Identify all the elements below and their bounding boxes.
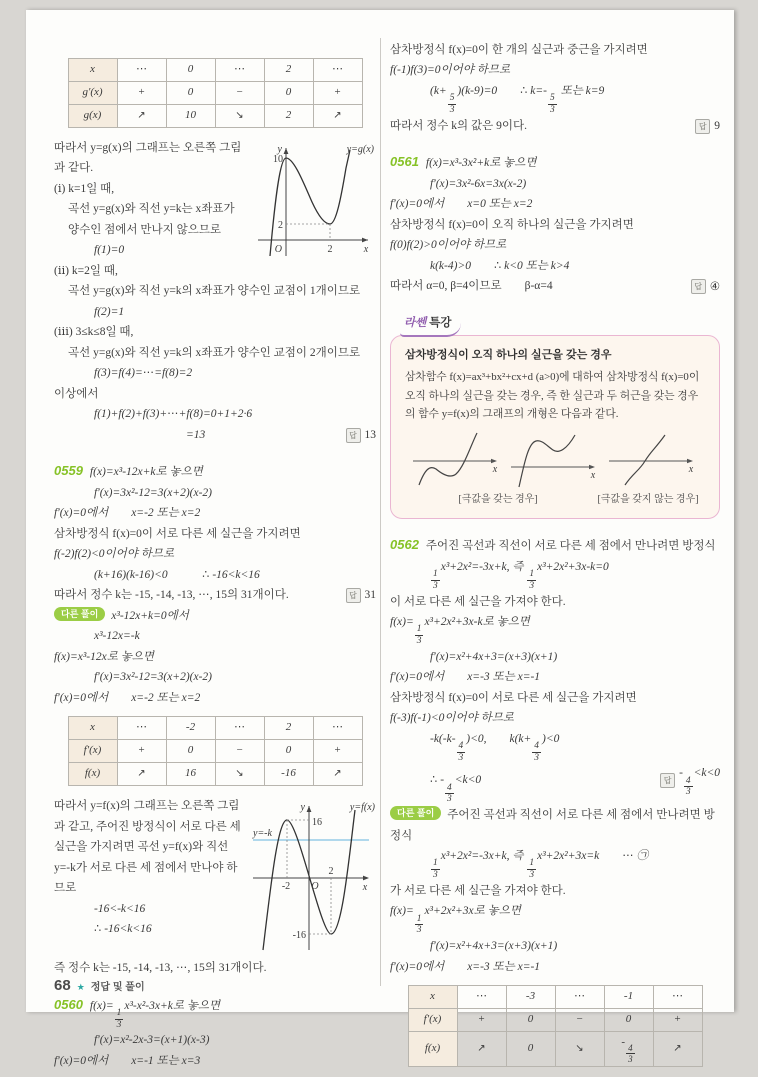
alt-solution-head — [390, 805, 720, 846]
problem-0559 — [54, 459, 376, 978]
answer-line — [390, 116, 720, 137]
problem-number: 0559 — [54, 463, 83, 479]
footer-page-number: 68 — [54, 977, 71, 994]
answer-value: 9 — [714, 120, 720, 133]
solution-line: f(-1)f(3)=0이어야 하므로 — [390, 64, 511, 77]
y-min-label: -16 — [292, 930, 306, 942]
solution-line: f′(x)=x²+4x+3=(x+3)(x+1) — [430, 940, 558, 953]
solution-line: $\frac{1}{3}$ x³+2x²=-3x+k, 즉 $\frac{1}{3}$ x³+2x²+3x-k=0 — [433, 560, 609, 591]
star-icon: ★ — [76, 982, 85, 992]
y-axis-label: y — [277, 144, 282, 155]
table-cell: f(x) — [408, 1032, 457, 1067]
origin-label: O — [274, 244, 282, 255]
table-cell: ↗ — [117, 105, 166, 128]
sign-table-g — [68, 58, 363, 128]
y-max-label: 10 — [273, 154, 283, 165]
table-cell: 2 — [264, 105, 313, 128]
solution-line: f′(x)=0에서 x=-3 또는 x=-1 — [390, 671, 541, 684]
special-lecture — [390, 313, 720, 519]
solution-line: f′(x)=0에서 x=-2 또는 x=2 — [54, 507, 201, 520]
alt-solution-badge: 다른 풀이 — [54, 607, 105, 621]
left-column — [54, 10, 376, 1071]
table-cell: x — [68, 59, 117, 82]
curve-label: y=f(x) — [349, 802, 375, 814]
table-cell: − — [555, 1009, 604, 1032]
table-cell: f′(x) — [408, 1009, 457, 1032]
answer-value: - $\frac{4}{3}$ <k<0 — [679, 767, 720, 798]
column-divider — [380, 38, 381, 986]
problem-0560-continued — [390, 40, 720, 136]
footer-title: 정답 및 풀이 — [90, 982, 145, 993]
table-cell: 2 — [264, 59, 313, 82]
table-cell: -2 — [166, 717, 215, 740]
axis-arrow-icon — [687, 459, 693, 463]
table-cell: 0 — [166, 740, 215, 763]
caption-no-extrema: [극값을 갖지 않는 경우] — [597, 494, 699, 506]
solution-line: f(0)f(2)>0이어야 하므로 — [390, 239, 507, 252]
table-cell: − — [215, 740, 264, 763]
solution-line: 따라서 정수 k는 -15, -14, -13, ⋯, 15의 31개이다. — [54, 589, 289, 602]
table-cell: ↘ — [215, 763, 264, 786]
table-cell: 0 — [506, 1009, 555, 1032]
table-cell: 2 — [264, 717, 313, 740]
table-cell: ⋯ — [215, 717, 264, 740]
right-column — [390, 10, 720, 1077]
graph-y-equals-fx — [251, 798, 376, 954]
table-cell: f′(x) — [68, 740, 117, 763]
y-min-label: 2 — [278, 220, 283, 231]
solution-line: (ⅰ) k=1일 때, — [54, 182, 115, 195]
problem-number: 0562 — [390, 537, 419, 553]
problem-0560 — [54, 993, 376, 1072]
solution-line: $\frac{1}{3}$ x³+2x²=-3x+k, 즉 $\frac{1}{3}$ x³+2x²+3x=k ⋯ ㉠ — [433, 850, 649, 881]
solution-line: 즉 정수 k는 -15, -14, -13, ⋯, 15의 31개이다. — [54, 962, 267, 975]
solution-block-f-graph — [54, 796, 376, 958]
table-cell: ↗ — [457, 1032, 506, 1067]
table-cell: + — [313, 82, 362, 105]
table-cell: + — [117, 740, 166, 763]
table-cell: ⋯ — [117, 717, 166, 740]
solution-line: f(2)=1 — [94, 305, 125, 318]
solution-line: (ⅱ) k=2일 때, — [54, 264, 118, 277]
table-cell: 0 — [506, 1032, 555, 1067]
table-cell: − — [215, 82, 264, 105]
cubic-sketch-extrema-above — [509, 427, 601, 489]
table-cell: ⋯ — [215, 59, 264, 82]
x-axis-arrow-icon — [363, 876, 369, 881]
axis-arrow-icon — [589, 465, 595, 469]
x-tick-label: 2 — [327, 244, 333, 255]
problem-0561 — [390, 150, 720, 297]
solution-line: -k(-k- $\frac{4}{3}$ )<0, k(k+ $\frac{4}{3}$ )<0 — [430, 732, 560, 763]
solution-line: f(x)= $\frac{1}{3}$ x³+2x²+3x로 놓으면 — [390, 905, 521, 936]
table-cell: g(x) — [68, 105, 117, 128]
lecture-body: 삼차함수 f(x)=ax³+bx²+cx+d (a>0)에 대하여 삼차방정식 f(x)=0이 오직 하나의 실근을 갖는 경우, 즉 한 실근과 두 허근을 갖는 경우의 함수 y=f(x)의 그래프의 개형은 다음과 같다. — [405, 371, 700, 420]
axis-arrow-icon — [491, 459, 497, 463]
alt-solution-head — [54, 606, 376, 626]
solution-line: 따라서 α=0, β=4이므로 β-α=4 — [390, 280, 553, 293]
solution-line: f′(x)=0에서 x=0 또는 x=2 — [390, 198, 533, 211]
solution-line: f(-3)f(-1)<0이어야 하므로 — [390, 712, 514, 725]
answer-badge: 답 — [695, 119, 710, 134]
y-axis-arrow-icon — [307, 806, 312, 812]
answer-value: 13 — [364, 428, 376, 441]
problem-head-text: f(x)=x³-12x+k로 놓으면 — [89, 466, 203, 479]
solution-line: 삼차방정식 f(x)=0이 한 개의 실근과 중근을 가지려면 — [390, 44, 648, 56]
x-axis-label: x — [688, 464, 694, 476]
table-cell: + — [457, 1009, 506, 1032]
y-axis-arrow-icon — [284, 148, 289, 154]
solution-line: f′(x)=x²-2x-3=(x+1)(x-3) — [94, 1034, 210, 1047]
solution-line: f(x)= $\frac{1}{3}$ x³+2x²+3x-k로 놓으면 — [390, 615, 530, 646]
table-cell: -3 — [506, 986, 555, 1009]
cubic-sketch-no-extrema — [607, 427, 699, 489]
solution-line: f′(x)=3x²-12=3(x+2)(x-2) — [94, 671, 212, 684]
problem-head — [390, 533, 720, 556]
sign-table-f2 — [408, 985, 703, 1067]
solution-line: (k+16)(k-16)<0 ∴ -16<k<16 — [94, 568, 260, 581]
table-cell: ↗ — [117, 763, 166, 786]
answer-line — [390, 276, 720, 297]
origin-label: O — [311, 881, 319, 893]
x-axis-label: x — [362, 882, 368, 894]
x-axis-label: x — [590, 470, 596, 482]
x-axis-arrow-icon — [362, 238, 368, 243]
book-page — [26, 10, 734, 1067]
answer-line — [390, 763, 720, 805]
table-cell: ↗ — [313, 105, 362, 128]
answer-badge: 답 — [346, 588, 361, 603]
solution-line: f′(x)=x²+4x+3=(x+3)(x+1) — [430, 650, 558, 663]
solution-line: 따라서 y=g(x)의 그래프는 오른쪽 그림과 같다. — [54, 142, 242, 175]
problem-number: 0561 — [390, 154, 419, 170]
table-cell: x — [408, 986, 457, 1009]
problem-head — [54, 459, 376, 482]
problem-0562 — [390, 533, 720, 1067]
answer-badge: 답 — [346, 428, 361, 443]
solution-line: f(1)=0 — [94, 244, 125, 257]
answer-value: 31 — [364, 589, 376, 602]
table-cell: ↘ — [215, 105, 264, 128]
solution-line: 삼차방정식 f(x)=0이 서로 다른 세 실근을 가지려면 — [54, 527, 301, 540]
solution-line: k(k-4)>0 ∴ k<0 또는 k>4 — [430, 259, 570, 272]
solution-line: f′(x)=3x²-12=3(x+2)(x-2) — [94, 486, 212, 499]
sign-table-f — [68, 716, 363, 786]
table-cell: 0 — [166, 82, 215, 105]
y-max-label: 16 — [312, 817, 322, 829]
problem-head — [390, 150, 720, 173]
solution-line: 곡선 y=g(x)와 직선 y=k의 x좌표가 양수인 교점이 2개이므로 — [68, 346, 361, 359]
solution-line: f′(x)=0에서 x=-3 또는 x=-1 — [390, 960, 541, 973]
table-cell: 0 — [264, 82, 313, 105]
solution-line: ∴ - $\frac{4}{3}$ <k<0 — [430, 774, 482, 805]
table-cell: + — [653, 1009, 702, 1032]
solution-line: x³-12x+k=0에서 — [111, 609, 189, 622]
x-axis-label: x — [492, 464, 498, 476]
answer-line — [54, 585, 376, 606]
solution-line: 가 서로 다른 세 실근을 가져야 한다. — [390, 884, 566, 897]
solution-line: 곡선 y=g(x)와 직선 y=k의 x좌표가 양수인 교점이 1개이므로 — [68, 285, 361, 298]
solution-line: =13 — [186, 428, 206, 441]
cubic-curve — [625, 435, 665, 485]
problem-head-text: f(x)=x³-3x²+k로 놓으면 — [425, 157, 537, 170]
problem-head-text: 주어진 곡선과 직선이 서로 다른 세 점에서 만나려면 방정식 — [425, 540, 716, 553]
x-tick-label: -2 — [281, 881, 291, 893]
table-cell: 0 — [264, 740, 313, 763]
solution-line: 이 서로 다른 세 실근을 가져야 한다. — [390, 595, 566, 608]
solution-line: f(-2)f(2)<0이어야 하므로 — [54, 548, 175, 561]
table-cell: g′(x) — [68, 82, 117, 105]
solution-line: 삼차방정식 f(x)=0이 서로 다른 세 실근을 가지려면 — [390, 691, 637, 704]
table-cell: ⋯ — [313, 59, 362, 82]
solution-line: f′(x)=3x²-6x=3x(x-2) — [430, 177, 527, 190]
problem-head-text: f(x)= $\frac{1}{3}$ x³-x²-3x+k로 놓으면 — [89, 999, 221, 1030]
solution-line: f(1)+f(2)+f(3)+⋯+f(8)=0+1+2·6 — [94, 408, 253, 421]
page-footer — [54, 977, 145, 994]
y-axis-label: y — [300, 802, 305, 814]
alt-solution-badge: 다른 풀이 — [390, 806, 441, 820]
solution-line: -16<-k<16 — [94, 902, 146, 915]
answer-value: ④ — [709, 280, 720, 293]
table-cell: ⋯ — [117, 59, 166, 82]
problem-number: 0560 — [54, 996, 83, 1012]
solution-line: 이상에서 — [54, 387, 99, 400]
line-label: y=-k — [253, 828, 272, 840]
lecture-tab — [400, 313, 461, 336]
graph-y-equals-gx — [254, 140, 376, 258]
answer-badge: 답 — [660, 773, 675, 788]
table-cell: ↗ — [313, 763, 362, 786]
lecture-type-label: 특강 — [429, 317, 452, 330]
solution-line: (k+ $\frac{5}{3}$ )(k-9)=0 ∴ k=- $\frac{5}{3}$ 또는 k=9 — [430, 84, 605, 115]
solution-line: f′(x)=0에서 x=-2 또는 x=2 — [54, 691, 201, 704]
table-cell: ⋯ — [457, 986, 506, 1009]
solution-line: 주어진 곡선과 직선이 서로 다른 세 점에서 만나려면 방정식 — [390, 809, 715, 842]
solution-line: f(3)=f(4)=⋯=f(8)=2 — [94, 367, 193, 380]
table-cell: ↘ — [555, 1032, 604, 1067]
table-cell: x — [68, 717, 117, 740]
lecture-brand-label: 라쎈 — [404, 317, 427, 330]
answer-badge: 답 — [691, 279, 706, 294]
table-cell: -16 — [264, 763, 313, 786]
table-cell: ⋯ — [653, 986, 702, 1009]
table-cell: 0 — [166, 59, 215, 82]
table-cell: + — [117, 82, 166, 105]
caption-has-extrema: [극값을 갖는 경우] — [458, 494, 538, 506]
table-cell: 16 — [166, 763, 215, 786]
solution-line: ∴ -16<k<16 — [94, 923, 152, 935]
cubic-curve — [519, 435, 575, 487]
problem-head — [54, 993, 376, 1031]
table-cell: f(x) — [68, 763, 117, 786]
table-cell: ⋯ — [555, 986, 604, 1009]
lecture-sketches — [405, 423, 705, 489]
solution-line: x³-12x=-k — [94, 630, 140, 643]
table-cell: 10 — [166, 105, 215, 128]
table-cell: -1 — [604, 986, 653, 1009]
solution-block-g — [54, 138, 376, 445]
table-cell: ↗ — [653, 1032, 702, 1067]
table-cell: 0 — [604, 1009, 653, 1032]
x-axis-label: x — [363, 244, 369, 255]
solution-line: 곡선 y=g(x)와 직선 y=k는 x좌표가 양수인 점에서 만나지 않으므로 — [68, 203, 235, 236]
lecture-title: 삼차방정식이 오직 하나의 실근을 갖는 경우 — [405, 348, 612, 361]
solution-line: (ⅲ) 3≤k≤8일 때, — [54, 326, 134, 339]
x-tick-label: 2 — [328, 866, 334, 878]
answer-line — [54, 425, 376, 446]
table-cell: ⋯ — [313, 717, 362, 740]
table-cell: - $\frac{4}{3}$ — [604, 1032, 653, 1067]
special-lecture-box — [390, 335, 720, 520]
solution-line: 따라서 정수 k의 값은 9이다. — [390, 119, 527, 132]
sketch-captions — [405, 491, 705, 508]
table-cell: + — [313, 740, 362, 763]
cubic-curve — [419, 433, 477, 485]
solution-line: 삼차방정식 f(x)=0이 오직 하나의 실근을 가지려면 — [390, 218, 634, 231]
cubic-sketch-one-extremum-below — [411, 427, 503, 489]
solution-line: f′(x)=0에서 x=-1 또는 x=3 — [54, 1054, 201, 1067]
solution-line: f(x)=x³-12x로 놓으면 — [54, 650, 155, 663]
curve-label: y=g(x) — [346, 144, 374, 155]
solution-line: 따라서 y=f(x)의 그래프는 오른쪽 그림과 같고, 주어진 방정식이 서로 다른 세 실근을 가지려면 곡선 y=f(x)와 직선 y=-k가 서로 다른 세 점에서 만나야 하므로 — [54, 800, 241, 895]
